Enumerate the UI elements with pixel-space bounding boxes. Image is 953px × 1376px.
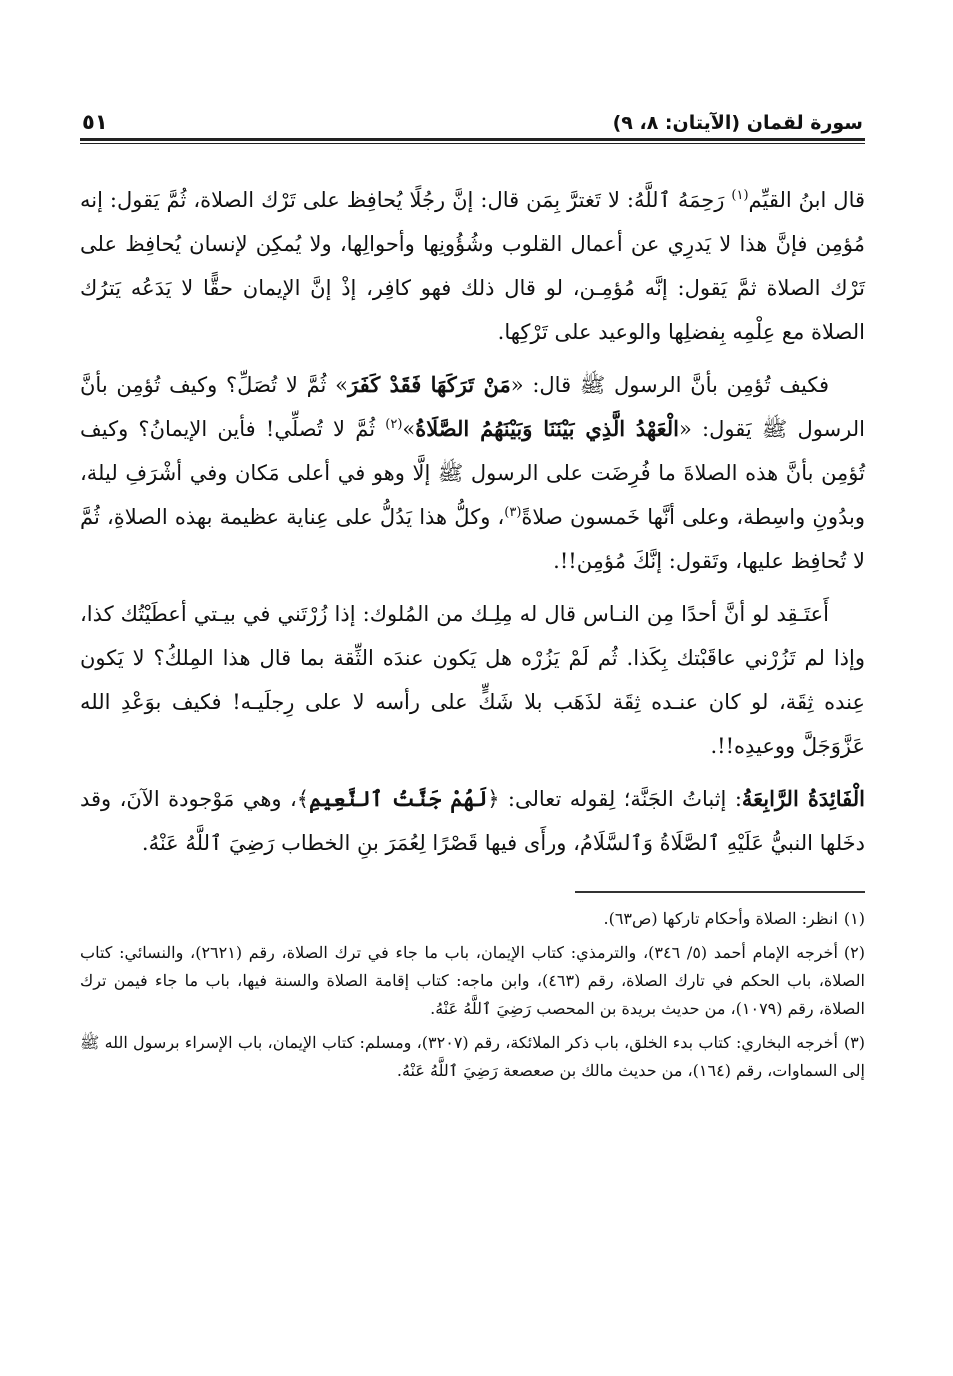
quotation: الْعَهْدُ الَّذِي بَيْنَنَا وَبَيْنَهُمُ الصَّلَاةُ bbox=[415, 416, 679, 441]
footnote-separator bbox=[575, 891, 865, 893]
footnotes bbox=[80, 905, 865, 1085]
footnote-marker: (١) bbox=[731, 188, 749, 203]
running-title: سورة لقمان (الآيتان: ٨، ٩) bbox=[612, 112, 863, 134]
page-header bbox=[80, 100, 865, 138]
main-text bbox=[80, 178, 865, 865]
text-run: » ثُمَّ لا تُصَلِّ؟ وكيف تُؤمِن بأنَّ الرسول ﷺ يَقول: « bbox=[80, 373, 865, 441]
paragraph bbox=[80, 178, 865, 354]
footnote-text: أخرجه الإمام أحمد (٥/ ٣٤٦)، والترمذي: كتاب الإيمان، باب ما جاء في ترك الصلاة، رقم (٢٦٢١)، والنسائي: كتاب الصلاة، باب الحكم في تارك الصلاة، رقم (٤٦٣)، وابن ماجه: كتاب إقامة الصلاة والسنة فيها، باب ما جاء فيمن ترك الصلاة، رقم (١٠٧٩)، من حديث بريدة بن المحصب رَضِيَ ٱللَّهُ عَنْهُ. bbox=[80, 943, 865, 1018]
paragraph bbox=[80, 592, 865, 768]
footnote-text: أخرجه البخاري: كتاب بدء الخلق، باب ذكر الملائكة، رقم (٣٢٠٧)، ومسلم: كتاب الإيمان، باب الإسراء برسول الله ﷺ إلى السماوات، رقم (١٦٤)، من حديث مالك بن صعصعة رَضِيَ ٱللَّهُ عَنْهُ. bbox=[80, 1033, 865, 1080]
text-run: فكيف تُؤمِن بأنَّ الرسول ﷺ قال: « bbox=[510, 373, 829, 397]
text-run: ﴾، وهي مَوْجودة الآنَ، وقد دخَلها النبيُّ عَلَيْهِ ٱلصَّلَاةُ وَٱلسَّلَامُ، ورأَى فيها قَصْرًا لِعُمَرَ بنِ الخطاب رَضِيَ ٱللَّهُ عَنْهُ. bbox=[80, 787, 865, 855]
footnote-marker: (٣) bbox=[504, 505, 522, 520]
text-run: : إثباتُ الجَنَّة؛ لِقوله تعالى: ﴿ bbox=[487, 787, 742, 811]
section-heading: الْفَائِدَةُ الرَّابِعَةُ bbox=[741, 786, 865, 811]
text-run: » bbox=[402, 417, 416, 441]
text-run: أَعتَـقِد لو أنَّ أحدًا مِن النـاس قال له مِلِـك من المُلوك: إذا زُرْتَني في بيـتي أعطَيْتُك كذا، وإذا لم تَزُرْني عاقَبْتك بِكَذا. ثُم لَمْ يَزُرْه هل يَكون عندَه الثِّقة بما قال هذا المِلكُ؟ لا يَكون عِنده ثِقَة، لو كان عنـده ثِقَة لذَهَب بلا شَكٍّ على رأسه لا على رِجلَيـه! فكيف بوَعْدِ الله عَزَّوَجَلَّ ووعيدِه!!. bbox=[80, 602, 865, 758]
footnote bbox=[80, 1029, 865, 1085]
text-run: ، وكلُّ هذا يَدُلُّ على عِناية عظيمة بهذه الصلاةِ، ثُمَّ لا تُحافِظ عليها، وتَقول: إنَّكَ مُؤمِن!!. bbox=[80, 505, 865, 573]
footnote-number: (٣) bbox=[843, 1033, 865, 1052]
text-run: قال ابنُ القيِّم bbox=[748, 188, 865, 212]
quotation: لَهُمْ جَنَّتُ ٱلنَّعِيمِ bbox=[309, 786, 488, 811]
text-run: رَحِمَهُ ٱللَّهُ: لا تَغترَّ بِمَن قال: إنَّ رجُلًا يُحافِظ على تَرْك الصلاة، ثُمَّ يَقول: إنه مُؤمِن فإنَّ هذا لا يَدرِي عن أعمال القلوب وشُؤُونِها وأحوالِها، ولا يُمكِن لإنسان يُحافِظ على تَرْك الصلاة ثمَّ يَقول: إنَّه مُؤمِـن، لو قال ذلك فهو كافِر، إذْ إنَّ الإيمان حقًّا لا يَدَعُه يَترُك الصلاة مع عِلْمِه بِفضلِها والوعيد على تَرْكِها. bbox=[80, 188, 865, 344]
footnote-marker: (٢) bbox=[385, 417, 403, 432]
page-number: ٥١ bbox=[82, 110, 108, 134]
footnote bbox=[80, 905, 865, 933]
paragraph bbox=[80, 363, 865, 583]
quotation: مَنْ تَرَكَهَا فَقَدْ كَفَرَ bbox=[347, 372, 511, 397]
paragraph bbox=[80, 777, 865, 865]
footnote-number: (٢) bbox=[843, 943, 865, 962]
footnote-text: انظر: الصلاة وأحكام تاركها (ص٦٣). bbox=[603, 909, 838, 928]
footnote bbox=[80, 939, 865, 1023]
header-rule bbox=[80, 138, 865, 144]
text-run: ثُمَّ لا تُصلِّي! فأين الإيمانُ؟ وكيف تُؤمِن بأنَّ هذه الصلاةَ ما فُرِضَت على الرسول ﷺ إلَّا وهو في أعلى مَكان وفي أشْرَفِ ليلة، وبدُونِ واسِطة، وعلى أنَّها خَمسون صلاةً bbox=[80, 417, 865, 529]
book-page bbox=[80, 100, 865, 1091]
footnote-number: (١) bbox=[843, 909, 865, 928]
